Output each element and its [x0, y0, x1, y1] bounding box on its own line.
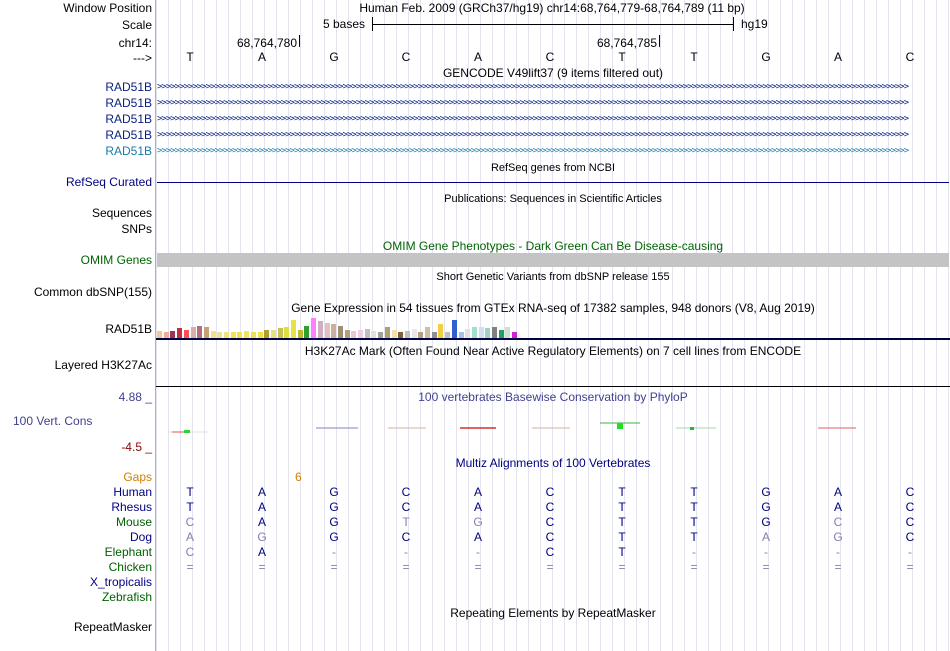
alignment-base: A: [761, 530, 770, 544]
gtex-tissue-bar[interactable]: [505, 327, 510, 338]
label-divider: [155, 0, 156, 651]
gtex-title[interactable]: Gene Expression in 54 tissues from GTEx RNA-seq of 17382 samples, 948 donors (V8, Aug 2019): [291, 301, 815, 315]
alignment-base: -: [764, 545, 768, 559]
gtex-tissue-bar[interactable]: [485, 328, 490, 338]
alignment-base: -: [692, 545, 696, 559]
gtex-tissue-bar[interactable]: [291, 320, 296, 338]
species-label-rhesus[interactable]: Rhesus: [111, 500, 152, 514]
gtex-tissue-bar[interactable]: [191, 327, 196, 338]
alignment-base: C: [545, 545, 555, 559]
alignment-base: =: [546, 560, 554, 574]
multiz-title[interactable]: Multiz Alignments of 100 Vertebrates: [455, 456, 651, 470]
phylop-peak-6: [617, 423, 623, 429]
reference-base: T: [690, 50, 698, 64]
alignment-base: G: [329, 500, 339, 514]
gencode-transcript[interactable]: >>>>>>>>>>>>>>>>>>>>>>>>>>>>>>>>>>>>>>>>>>>>>>>>>>>>>>>>>>>>>>>>>>>>>>>>>>>>>>>>>>>>>>>>>>>>>>>>>>>>>>>>>>>>>>>>>>>>>>>>>>>>>>>>>>>>>>>>>>>>>>>>>>>>>>>>>>>>>>>>>>>>>>>>>>: [157, 146, 909, 156]
alignment-base: A: [257, 545, 266, 559]
gtex-tissue-bar[interactable]: [452, 320, 457, 338]
reference-base: T: [186, 50, 194, 64]
gtex-tissue-bar[interactable]: [318, 321, 323, 338]
publications-sequences-label[interactable]: Sequences: [91, 206, 152, 220]
refseq-label[interactable]: RefSeq Curated: [65, 175, 152, 189]
gtex-baseline: [156, 338, 950, 340]
alignment-base: T: [690, 485, 698, 499]
alignment-base: -: [836, 545, 840, 559]
alignment-base: =: [474, 560, 482, 574]
reference-base: G: [761, 50, 771, 64]
alignment-base: T: [186, 500, 194, 514]
alignment-base: T: [186, 485, 194, 499]
alignment-base: -: [908, 545, 912, 559]
gtex-tissue-bar[interactable]: [184, 330, 189, 338]
species-label-human[interactable]: Human: [113, 485, 152, 499]
alignment-base: C: [905, 500, 915, 514]
window-position-label: Window Position: [63, 1, 152, 15]
dbsnp-label[interactable]: Common dbSNP(155): [33, 285, 152, 299]
reference-base: T: [618, 50, 626, 64]
alignment-base: T: [690, 515, 698, 529]
alignment-base: A: [473, 530, 482, 544]
gtex-tissue-bar[interactable]: [264, 330, 269, 338]
alignment-base: C: [545, 515, 555, 529]
gtex-tissue-bar[interactable]: [345, 330, 350, 338]
alignment-base: =: [690, 560, 698, 574]
gtex-tissue-bar[interactable]: [298, 330, 303, 338]
alignment-base: G: [257, 530, 267, 544]
alignment-base: C: [905, 485, 915, 499]
position-right-tick: [659, 35, 660, 47]
alignment-base: T: [690, 500, 698, 514]
omim-label[interactable]: OMIM Genes: [80, 253, 152, 267]
alignment-base: G: [761, 500, 771, 514]
gtex-tissue-bar[interactable]: [157, 331, 162, 338]
alignment-base: A: [833, 500, 842, 514]
scale-assembly-text: hg19: [741, 17, 768, 31]
gtex-tissue-bar[interactable]: [304, 326, 309, 338]
reference-base: G: [329, 50, 339, 64]
gtex-tissue-bar[interactable]: [499, 330, 504, 338]
alignment-base: =: [258, 560, 266, 574]
gtex-tissue-bar[interactable]: [278, 328, 283, 338]
gaps-value: 6: [295, 470, 302, 484]
gtex-tissue-bar[interactable]: [412, 329, 417, 338]
repeatmasker-label[interactable]: RepeatMasker: [73, 620, 152, 634]
alignment-base: T: [618, 545, 626, 559]
publications-snps-label[interactable]: SNPs: [121, 222, 152, 236]
gtex-tissue-bar[interactable]: [271, 330, 276, 338]
alignment-base: G: [329, 530, 339, 544]
alignment-base: A: [257, 500, 266, 514]
species-label-elephant[interactable]: Elephant: [104, 545, 152, 559]
gtex-tissue-bar[interactable]: [284, 327, 289, 338]
reference-base: C: [905, 50, 915, 64]
gtex-tissue-bar[interactable]: [204, 327, 209, 338]
alignment-base: C: [545, 485, 555, 499]
reference-base: A: [833, 50, 842, 64]
scale-bar-right-tick: [733, 17, 734, 31]
dbsnp-title[interactable]: Short Genetic Variants from dbSNP release 155: [436, 271, 670, 283]
alignment-base: G: [473, 515, 483, 529]
gencode-title[interactable]: GENCODE V49lift37 (9 items filtered out): [442, 66, 664, 80]
gtex-bars[interactable]: [157, 318, 557, 338]
alignment-base: =: [762, 560, 770, 574]
window-position-value: Human Feb. 2009 (GRCh37/hg19) chr14:68,764,779-68,764,789 (11 bp): [359, 1, 745, 15]
gtex-tissue-bar[interactable]: [392, 330, 397, 338]
alignment-base: =: [330, 560, 338, 574]
species-label-dog[interactable]: Dog: [129, 530, 152, 544]
h3k27ac-title[interactable]: H3K27Ac Mark (Often Found Near Active Regulatory Elements) on 7 cell lines from ENCODE: [304, 344, 802, 358]
alignment-base: G: [329, 515, 339, 529]
gtex-tissue-bar[interactable]: [365, 329, 370, 338]
alignment-base: A: [185, 530, 194, 544]
gtex-tissue-bar[interactable]: [244, 331, 249, 338]
refseq-title[interactable]: RefSeq genes from NCBI: [490, 162, 616, 174]
gtex-tissue-bar[interactable]: [472, 327, 477, 338]
gencode-transcript[interactable]: >>>>>>>>>>>>>>>>>>>>>>>>>>>>>>>>>>>>>>>>>>>>>>>>>>>>>>>>>>>>>>>>>>>>>>>>>>>>>>>>>>>>>>>>>>>>>>>>>>>>>>>>>>>>>>>>>>>>>>>>>>>>>>>>>>>>>>>>>>>>>>>>>>>>>>>>>>>>>>>>>>>>>>>>>>: [157, 98, 909, 108]
alignment-base: C: [185, 545, 195, 559]
gencode-gene-label[interactable]: RAD51B: [105, 96, 152, 110]
gencode-gene-label[interactable]: RAD51B: [105, 112, 152, 126]
alignment-base: G: [761, 485, 771, 499]
alignment-base: =: [834, 560, 842, 574]
gencode-gene-label[interactable]: RAD51B: [105, 128, 152, 142]
alignment-base: T: [618, 515, 626, 529]
omim-title[interactable]: OMIM Gene Phenotypes - Dark Green Can Be Disease-causing: [382, 239, 724, 253]
phylop-max: 4.88 _: [118, 390, 152, 404]
h3k27ac-baseline: [156, 386, 950, 387]
alignment-base: =: [186, 560, 194, 574]
phylop-peak-1: [184, 430, 190, 433]
phylop-peak-7: [690, 427, 694, 430]
reference-base: A: [473, 50, 482, 64]
gtex-tissue-bar[interactable]: [358, 330, 363, 338]
alignment-base: C: [833, 515, 843, 529]
alignment-base: C: [545, 530, 555, 544]
reference-base: A: [257, 50, 266, 64]
gtex-tissue-bar[interactable]: [197, 326, 202, 338]
gtex-tissue-bar[interactable]: [311, 318, 316, 338]
refseq-gene-line[interactable]: [157, 182, 949, 183]
gtex-tissue-bar[interactable]: [338, 326, 343, 338]
alignment-base: A: [257, 485, 266, 499]
alignment-base: G: [761, 515, 771, 529]
scale-bar: [372, 24, 733, 25]
phylop-title[interactable]: 100 vertebrates Basewise Conservation by PhyloP: [418, 390, 688, 404]
publications-title[interactable]: Publications: Sequences in Scientific Articles: [444, 193, 662, 205]
gtex-tissue-bar[interactable]: [325, 323, 330, 338]
h3k27ac-label[interactable]: Layered H3K27Ac: [54, 358, 152, 372]
alignment-base: T: [618, 485, 626, 499]
gtex-tissue-bar[interactable]: [371, 331, 376, 338]
repeatmasker-title[interactable]: Repeating Elements by RepeatMasker: [450, 606, 656, 620]
position-left: 68,764,780: [236, 36, 297, 50]
alignment-base: T: [618, 530, 626, 544]
alignment-base: T: [402, 515, 410, 529]
gtex-tissue-bar[interactable]: [385, 327, 390, 338]
gencode-transcript[interactable]: >>>>>>>>>>>>>>>>>>>>>>>>>>>>>>>>>>>>>>>>>>>>>>>>>>>>>>>>>>>>>>>>>>>>>>>>>>>>>>>>>>>>>>>>>>>>>>>>>>>>>>>>>>>>>>>>>>>>>>>>>>>>>>>>>>>>>>>>>>>>>>>>>>>>>>>>>>>>>>>>>>>>>>>>>>: [157, 114, 909, 124]
alignment-base: =: [618, 560, 626, 574]
gtex-tissue-bar[interactable]: [425, 327, 430, 338]
gtex-tissue-bar[interactable]: [438, 324, 443, 338]
gtex-label[interactable]: RAD51B: [105, 322, 152, 336]
alignment-base: C: [401, 485, 411, 499]
phylop-label[interactable]: 100 Vert. Cons: [13, 414, 93, 428]
gtex-tissue-bar[interactable]: [177, 328, 182, 338]
gencode-transcript[interactable]: >>>>>>>>>>>>>>>>>>>>>>>>>>>>>>>>>>>>>>>>>>>>>>>>>>>>>>>>>>>>>>>>>>>>>>>>>>>>>>>>>>>>>>>>>>>>>>>>>>>>>>>>>>>>>>>>>>>>>>>>>>>>>>>>>>>>>>>>>>>>>>>>>>>>>>>>>>>>>>>>>>>>>>>>>>: [157, 130, 909, 140]
alignment-base: C: [905, 530, 915, 544]
species-label-zebrafish[interactable]: Zebrafish: [101, 590, 152, 604]
alignment-base: A: [833, 485, 842, 499]
gtex-tissue-bar[interactable]: [211, 331, 216, 338]
alignment-base: T: [690, 530, 698, 544]
gencode-gene-label[interactable]: RAD51B: [105, 144, 152, 158]
scale-label: Scale: [121, 18, 152, 32]
alignment-base: =: [906, 560, 914, 574]
gaps-label[interactable]: Gaps: [123, 470, 152, 484]
alignment-base: =: [402, 560, 410, 574]
scale-bases-text: 5 bases: [323, 17, 366, 31]
gencode-transcript[interactable]: >>>>>>>>>>>>>>>>>>>>>>>>>>>>>>>>>>>>>>>>>>>>>>>>>>>>>>>>>>>>>>>>>>>>>>>>>>>>>>>>>>>>>>>>>>>>>>>>>>>>>>>>>>>>>>>>>>>>>>>>>>>>>>>>>>>>>>>>>>>>>>>>>>>>>>>>>>>>>>>>>>>>>>>>>>: [157, 82, 909, 92]
species-label-mouse[interactable]: Mouse: [115, 515, 152, 529]
alignment-base: -: [332, 545, 336, 559]
alignment-base: A: [473, 500, 482, 514]
alignment-base: C: [545, 500, 555, 514]
reference-base: C: [545, 50, 555, 64]
gtex-tissue-bar[interactable]: [479, 327, 484, 338]
species-label-x_tropicalis[interactable]: X_tropicalis: [89, 575, 152, 589]
omim-band[interactable]: [157, 253, 949, 267]
gtex-tissue-bar[interactable]: [465, 329, 470, 338]
alignment-base: -: [476, 545, 480, 559]
gtex-tissue-bar[interactable]: [492, 327, 497, 338]
gencode-gene-label[interactable]: RAD51B: [105, 80, 152, 94]
alignment-base: T: [618, 500, 626, 514]
alignment-base: A: [257, 515, 266, 529]
alignment-base: G: [329, 485, 339, 499]
alignment-base: C: [905, 515, 915, 529]
alignment-base: -: [404, 545, 408, 559]
gtex-tissue-bar[interactable]: [170, 331, 175, 338]
gtex-tissue-bar[interactable]: [405, 331, 410, 338]
gtex-tissue-bar[interactable]: [331, 324, 336, 338]
alignment-base: C: [185, 515, 195, 529]
species-label-chicken[interactable]: Chicken: [108, 560, 152, 574]
position-left-tick: [299, 35, 300, 47]
alignment-base: C: [401, 530, 411, 544]
strand-label: --->: [133, 51, 152, 65]
position-right: 68,764,785: [596, 36, 657, 50]
phylop-min: -4.5 _: [121, 440, 152, 454]
phylop-plot[interactable]: [0, 415, 950, 437]
reference-base: C: [401, 50, 411, 64]
alignment-base: C: [401, 500, 411, 514]
alignment-base: A: [473, 485, 482, 499]
gtex-tissue-bar[interactable]: [351, 331, 356, 338]
alignment-base: G: [833, 530, 843, 544]
chrom-label: chr14:: [118, 36, 152, 50]
